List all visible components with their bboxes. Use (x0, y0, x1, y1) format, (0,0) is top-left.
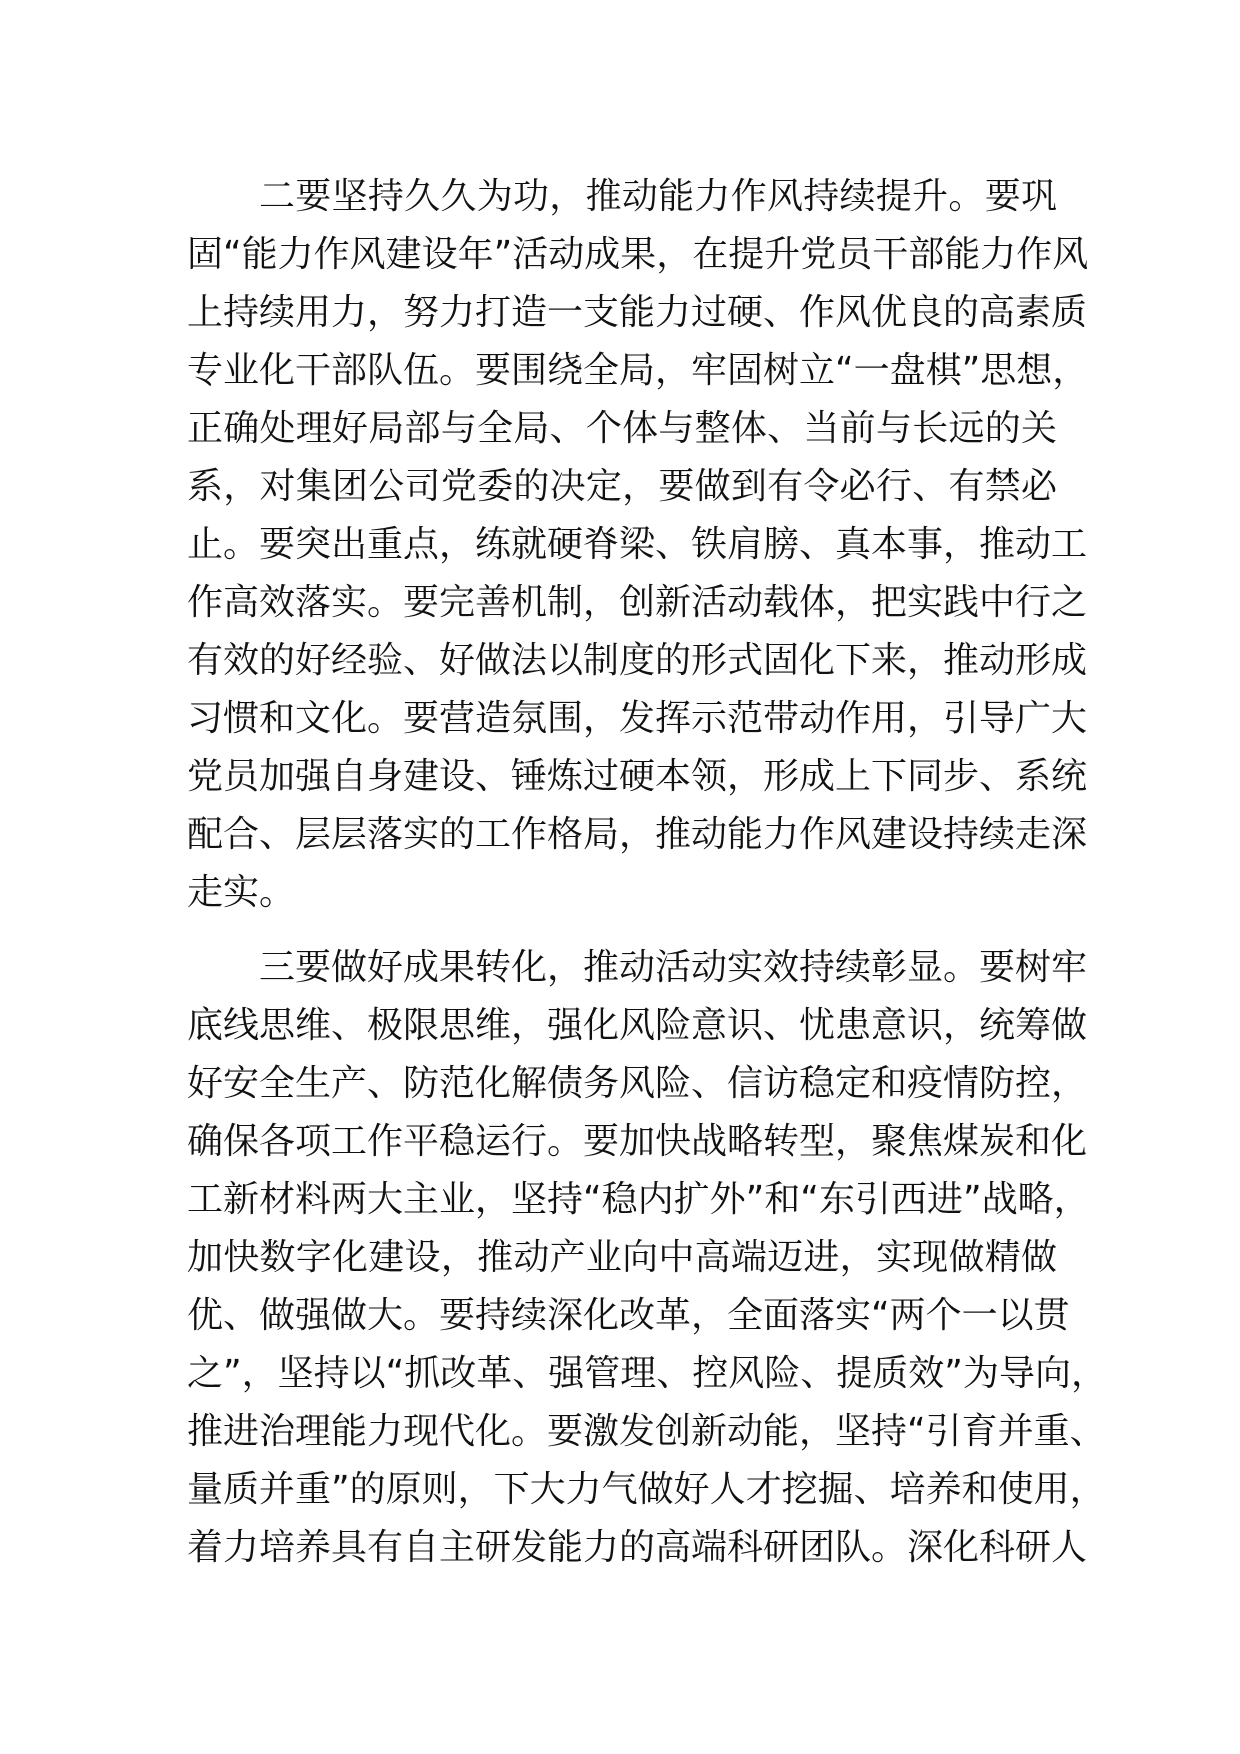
paragraph-line: 加快数字化建设，推动产业向中高端迈进，实现做精做 (187, 1237, 1057, 1278)
paragraph-line: 推进治理能力现代化。要激发创新动能，坚持“引育并重、 (187, 1411, 1106, 1452)
paragraph-line: 三要做好成果转化，推动活动实效持续彰显。要树牢 (259, 947, 1088, 988)
paragraph-line: 确保各项工作平稳运行。要加快战略转型，聚焦煤炭和化 (187, 1121, 1088, 1162)
paragraph-1 (187, 168, 1089, 922)
paragraph-line: 底线思维、极限思维，强化风险意识、忧患意识，统筹做 (187, 1005, 1088, 1046)
paragraph-2 (187, 939, 1107, 1577)
paragraph-line: 作高效落实。要完善机制，创新活动载体，把实践中行之 (187, 582, 1088, 623)
paragraph-line: 优、做强做大。要持续深化改革，全面落实“两个一以贯 (187, 1295, 1070, 1336)
paragraph-line: 工新材料两大主业，坚持“稳内扩外”和“东引西进”战略， (187, 1179, 1090, 1220)
paragraph-line: 系，对集团公司党委的决定，要做到有令必行、有禁必 (187, 466, 1057, 507)
paragraph-line: 着力培养具有自主研发能力的高端科研团队。深化科研人 (187, 1527, 1088, 1568)
paragraph-line: 好安全生产、防范化解债务风险、信访稳定和疫情防控， (187, 1063, 1088, 1104)
paragraph-line: 二要坚持久久为功，推动能力作风持续提升。要巩 (259, 176, 1057, 217)
paragraph-line: 之”，坚持以“抓改革、强管理、控风险、提质效”为导向， (187, 1353, 1107, 1394)
paragraph-line: 习惯和文化。要营造氛围，发挥示范带动作用，引导广大 (187, 698, 1088, 739)
paragraph-line: 配合、层层落实的工作格局，推动能力作风建设持续走深 (187, 814, 1088, 855)
paragraph-line: 固“能力作风建设年”活动成果，在提升党员干部能力作风 (187, 234, 1089, 275)
document-body (187, 168, 1107, 1577)
paragraph-line: 正确处理好局部与全局、个体与整体、当前与长远的关 (187, 408, 1057, 449)
paragraph-line: 有效的好经验、好做法以制度的形式固化下来，推动形成 (187, 640, 1088, 681)
paragraph-line: 止。要突出重点，练就硬脊梁、铁肩膀、真本事，推动工 (187, 524, 1088, 565)
paragraph-line: 党员加强自身建设、锤炼过硬本领，形成上下同步、系统 (187, 756, 1088, 797)
paragraph-line: 专业化干部队伍。要围绕全局，牢固树立“一盘棋”思想， (187, 350, 1089, 391)
paragraph-line: 走实。 (187, 872, 296, 913)
paragraph-line: 量质并重”的原则，下大力气做好人才挖掘、培养和使用， (187, 1469, 1106, 1510)
paragraph-line: 上持续用力，努力打造一支能力过硬、作风优良的高素质 (187, 292, 1088, 333)
